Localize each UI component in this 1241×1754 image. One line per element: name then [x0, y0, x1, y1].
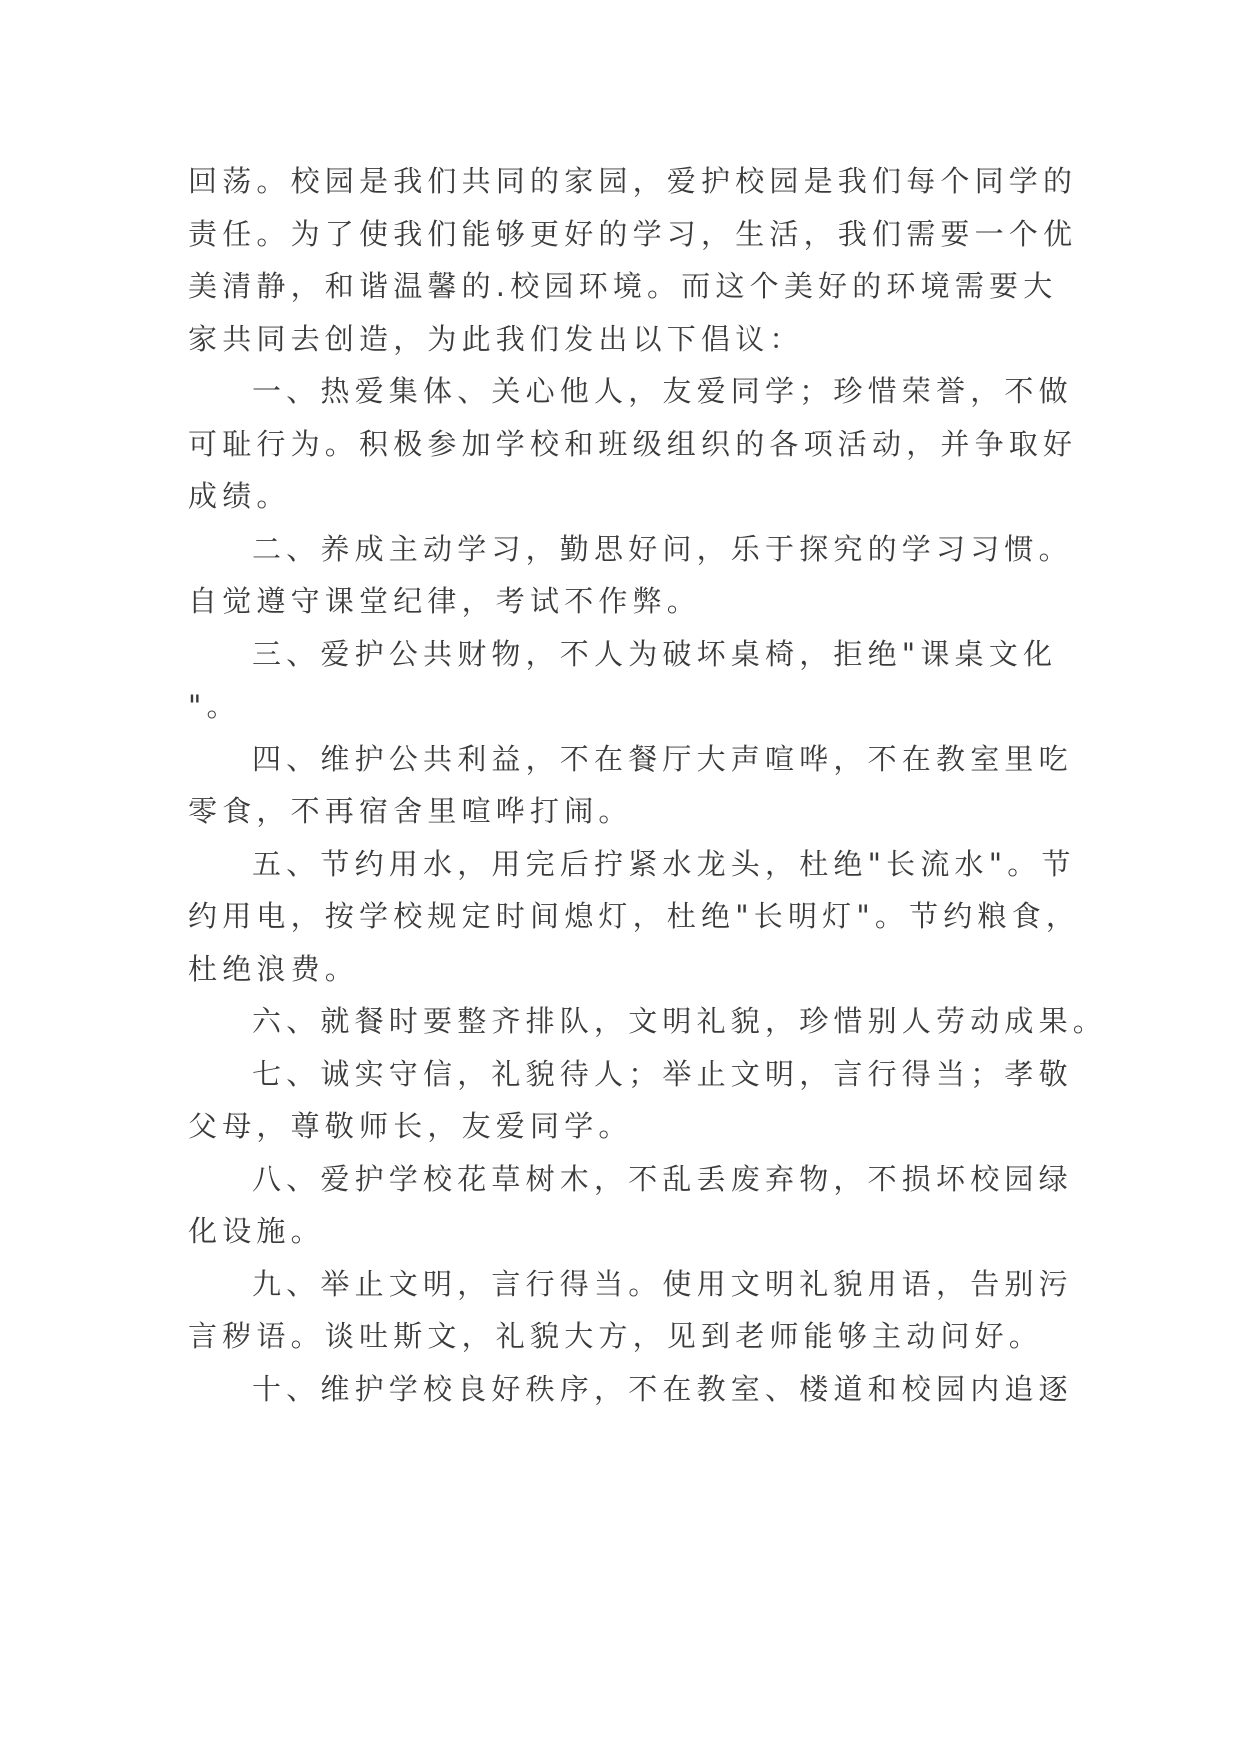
- text-line: 约用电，按学校规定时间熄灯，杜绝"长明灯"。节约粮食，: [188, 899, 1081, 933]
- paragraph-item-5: [188, 838, 1081, 996]
- text-line: 化设施。: [188, 1214, 325, 1248]
- text-line: 七、诚实守信，礼貌待人；举止文明，言行得当；孝敬: [252, 1056, 1073, 1091]
- text-line: 杜绝浪费。: [188, 951, 360, 986]
- text-line: 九、举止文明，言行得当。使用文明礼貌用语，告别污: [252, 1266, 1073, 1301]
- paragraph-item-3: [188, 628, 1058, 733]
- text-line: 言秽语。谈吐斯文，礼貌大方，见到老师能够主动问好。: [188, 1319, 1044, 1353]
- text-line: 回荡。校园是我们共同的家园，爱护校园是我们每个同学的: [188, 164, 1078, 198]
- paragraph-item-1: [188, 365, 1078, 523]
- text-line: 父母，尊敬师长，友爱同学。: [188, 1109, 633, 1143]
- text-line: 十、维护学校良好秩序，不在教室、楼道和校园内追逐: [252, 1371, 1073, 1406]
- text-line: 美清静，和谐温馨的.校园环境。而这个美好的环境需要大: [188, 269, 1058, 303]
- paragraph-item-9: [188, 1258, 1073, 1363]
- text-line: 四、维护公共利益，不在餐厅大声喧哗，不在教室里吃: [252, 741, 1073, 776]
- text-line: 一、热爱集体、关心他人，友爱同学；珍惜荣誉，不做: [252, 374, 1073, 408]
- text-line: 三、爱护公共财物，不人为破坏桌椅，拒绝"课桌文化: [252, 636, 1058, 671]
- text-line: 责任。为了使我们能够更好的学习，生活，我们需要一个优: [188, 216, 1078, 251]
- text-line: "。: [188, 689, 241, 723]
- text-line: 家共同去创造，为此我们发出以下倡议：: [188, 321, 804, 356]
- paragraph-item-4: [188, 733, 1073, 838]
- paragraph-item-6: [188, 995, 1108, 1048]
- text-line: 自觉遵守课堂纪律，考试不作弊。: [188, 584, 702, 618]
- text-line: 六、就餐时要整齐排队，文明礼貌，珍惜别人劳动成果。: [252, 1004, 1108, 1038]
- paragraph-item-8: [188, 1153, 1073, 1258]
- document-body: [188, 155, 1108, 1415]
- text-line: 可耻行为。积极参加学校和班级组织的各项活动，并争取好: [188, 426, 1078, 461]
- text-line: 零食，不再宿舍里喧哗打闹。: [188, 794, 633, 828]
- paragraph-item-7: [188, 1048, 1073, 1153]
- text-line: 二、养成主动学习，勤思好问，乐于探究的学习习惯。: [252, 531, 1073, 566]
- text-line: 八、爱护学校花草树木，不乱丢废弃物，不损坏校园绿: [252, 1161, 1073, 1196]
- paragraph-item-10: [188, 1363, 1073, 1416]
- paragraph-intro: [188, 155, 1078, 365]
- paragraph-item-2: [188, 523, 1073, 628]
- text-line: 成绩。: [188, 479, 291, 513]
- text-line: 五、节约用水，用完后拧紧水龙头，杜绝"长流水"。节: [252, 846, 1076, 881]
